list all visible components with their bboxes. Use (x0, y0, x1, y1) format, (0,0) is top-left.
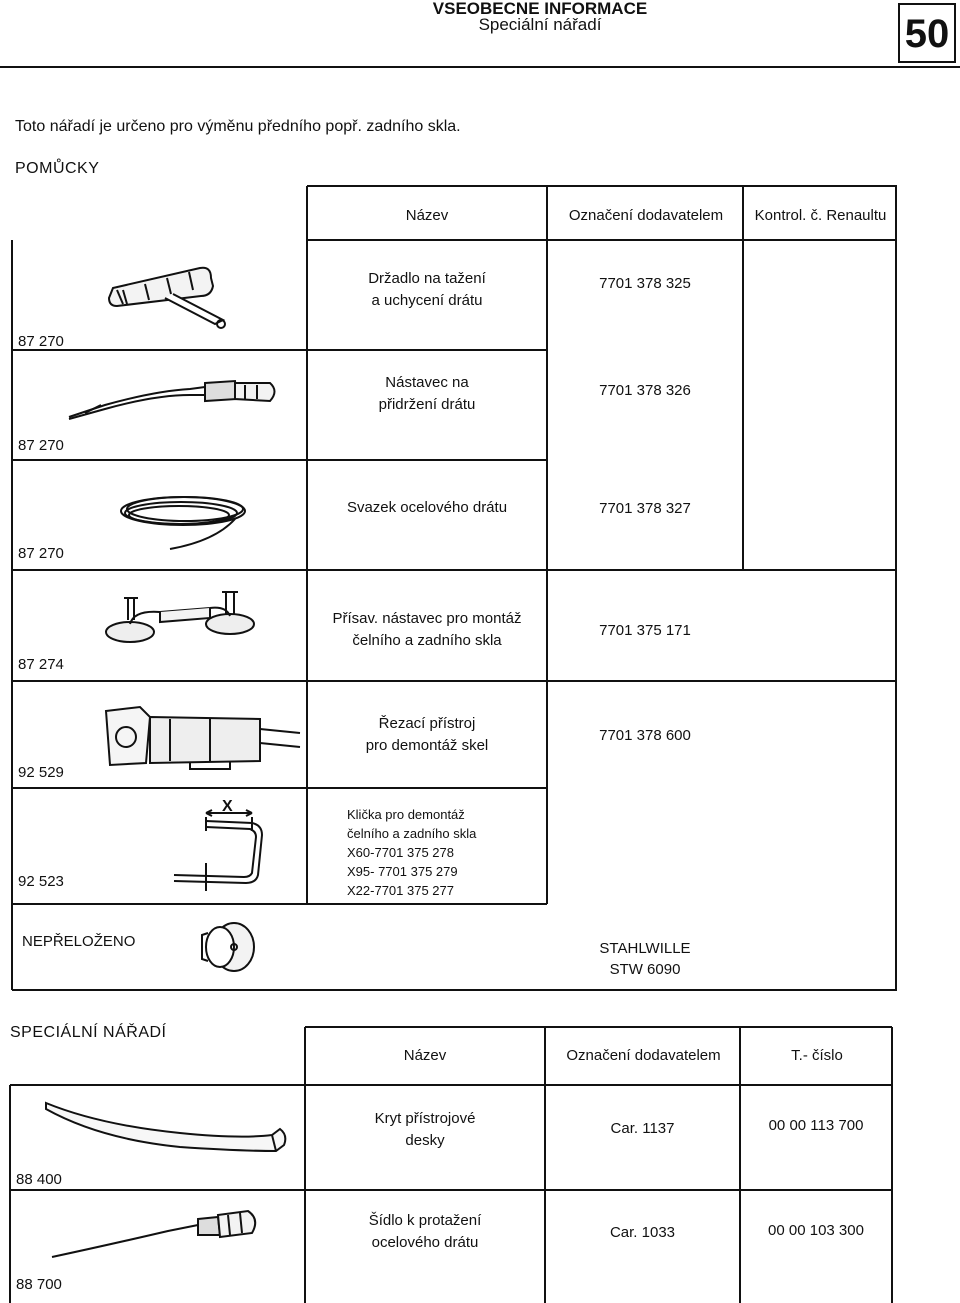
col-header-t-number: T.- číslo (791, 1047, 843, 1064)
row-supplier: 7701 378 326 (599, 382, 691, 399)
row-name-line: ocelového drátu (371, 1234, 479, 1251)
row-name (307, 713, 547, 757)
row-name (307, 372, 547, 416)
row-name (305, 1210, 545, 1254)
dashboard-cover-tool-icon (40, 1095, 290, 1157)
col-header-supplier: Označení dodavatelem (566, 1047, 721, 1064)
row-code: 88 700 (16, 1276, 62, 1293)
col-header-supplier: Označení dodavatelem (568, 207, 724, 224)
intro-text: Toto nářadí je určeno pro výměnu předního popř. zadního skla. (15, 118, 461, 135)
row-code: 92 523 (18, 873, 64, 890)
row-name-line: Nástavec na (385, 374, 469, 391)
row-code: 87 270 (18, 437, 64, 454)
row-code: 88 400 (16, 1171, 62, 1188)
row-name-line: čelního a zadního skla (347, 826, 477, 841)
dimension-x-label: X (222, 798, 233, 815)
row-t-number: 00 00 113 700 (768, 1117, 864, 1134)
steel-wire-coil-icon (115, 485, 250, 555)
page-number: 50 (898, 3, 956, 63)
row-name-line: desky (405, 1132, 445, 1149)
socket-tool-icon (198, 917, 260, 977)
row-code: 87 274 (18, 656, 64, 673)
wire-holder-tool-icon (65, 375, 285, 425)
row-t-number: 00 00 103 300 (768, 1222, 864, 1239)
header-title: VSEOBECNE INFORMACE (432, 0, 648, 18)
row-name-line: Kryt přístrojové (374, 1110, 476, 1127)
col-header-control: Kontrol. č. Renaultu (754, 207, 887, 224)
row-name-line: X60-7701 375 278 (347, 845, 454, 860)
row-supplier: 7701 378 325 (599, 275, 691, 292)
suction-cup-tool-icon (100, 588, 260, 650)
row-name-line: čelního a zadního skla (352, 632, 502, 649)
row-name (305, 1108, 545, 1152)
row-name-line: Držadlo na tažení (368, 270, 486, 287)
row-supplier: 7701 378 327 (599, 500, 691, 517)
not-translated-supplier (547, 938, 743, 980)
col-header-name: Název (403, 1047, 447, 1064)
row-code: 87 270 (18, 545, 64, 562)
row-name (347, 805, 547, 900)
row-name-line: Přísav. nástavec pro montáž (332, 610, 522, 627)
row-name-line: Šídlo k protažení (368, 1212, 482, 1229)
row-name-line: pro demontáž skel (365, 737, 489, 754)
removal-hook-icon (170, 795, 270, 895)
row-supplier: 7701 378 600 (599, 727, 691, 744)
section-title-special-tools: SPECIÁLNÍ NÁŘADÍ (10, 1024, 167, 1041)
row-name (307, 268, 547, 312)
row-name: Svazek ocelového drátu (346, 499, 508, 516)
row-code: 87 270 (18, 333, 64, 350)
row-supplier: Car. 1033 (609, 1224, 676, 1241)
row-supplier: 7701 375 171 (599, 622, 691, 639)
row-name-line: X22-7701 375 277 (347, 883, 454, 898)
row-code: 92 529 (18, 764, 64, 781)
cutting-device-icon (100, 703, 305, 775)
row-name-line: Řezací přístroj (378, 715, 476, 732)
row-supplier: Car. 1137 (610, 1120, 675, 1137)
awl-tool-icon (48, 1205, 263, 1265)
row-name-line: Klička pro demontáž (347, 807, 465, 822)
row-name-line: X95- 7701 375 279 (347, 864, 458, 879)
row-name-line: přidržení drátu (378, 396, 476, 413)
not-translated-label: NEPŘELOŽENO (22, 933, 136, 950)
header-subtitle: Speciální nářadí (478, 15, 602, 34)
row-name (307, 608, 547, 652)
row-name-line: a uchycení drátu (371, 292, 483, 309)
supplier-line: STW 6090 (609, 961, 681, 978)
puller-handle-icon (105, 262, 235, 334)
col-header-name: Název (405, 207, 449, 224)
section-title-pomucky: POMŮCKY (15, 160, 100, 177)
supplier-line: STAHLWILLE (599, 940, 691, 957)
